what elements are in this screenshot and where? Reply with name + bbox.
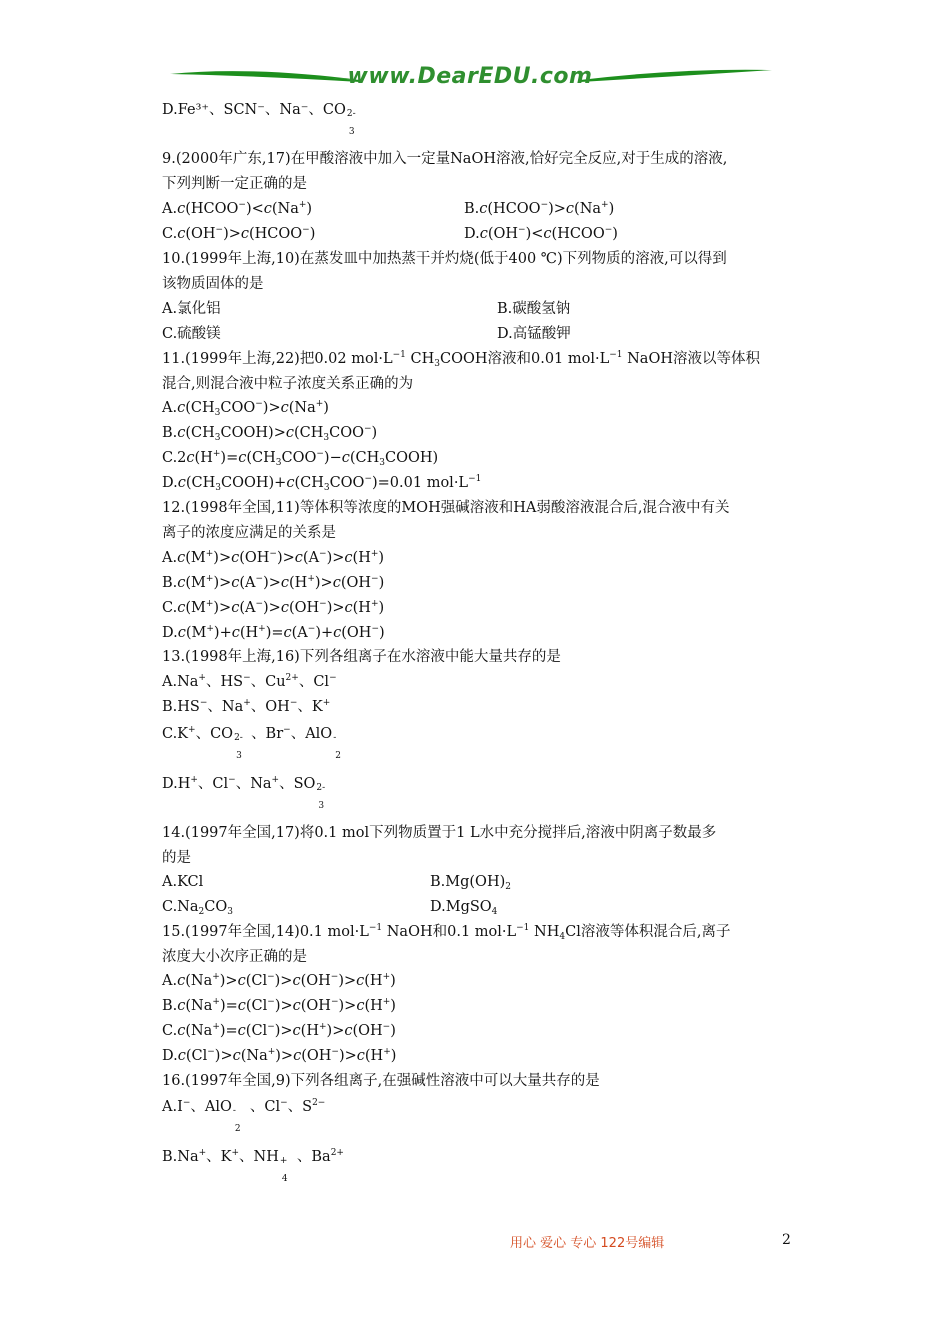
q15-option-b: B.c(Na+)=c(Cl−)>c(OH−)>c(H+) <box>162 997 396 1014</box>
q12-option-d: D.c(M+)+c(H+)=c(A−)+c(OH−) <box>162 624 385 641</box>
q11-stem-line1: 11.(1999年上海,22)把0.02 $mol\cdot L^{-1}$ $CH_3COOH$溶液和0.01 $mol\cdot L^{-1}$ NaOH溶液以等体积 <box>162 350 760 369</box>
q14-stem-line2: 的是 <box>162 850 191 866</box>
q11-option-c: $C.2c(H^+)=c(CH_3COO^-)-c(CH_3COOH)$ <box>162 449 439 468</box>
q12-stem-line1: 12.(1998年全国,11)等体积等浓度的MOH强碱溶液和HA弱酸溶液混合后,混合液中有关 <box>162 500 730 516</box>
q13-option-a: A.Na+、HS−、$Cu^{2+}$、Cl− <box>162 673 337 690</box>
q15-option-d: D.c(Cl−)>c(Na+)>c(OH−)>c(H+) <box>162 1047 397 1064</box>
footer-text: 用心 爱心 专心 122号编辑 <box>510 1236 665 1251</box>
q16-option-a: A.I−、AlO - 2 、Cl−、$S^{2-}$ <box>162 1098 326 1134</box>
q9-option-c: C.c(OH−)>c(HCOO−) <box>162 225 316 242</box>
q14-option-d: D.MgSO$_4$ <box>430 899 498 917</box>
q11-option-a: $A.c(CH_3COO^-)>c(Na^+)$ <box>162 399 329 418</box>
q9-stem-line1: 9.(2000年广东,17)在甲酸溶液中加入一定量NaOH溶液,恰好完全反应,对于生成的溶液, <box>162 151 728 167</box>
q13-option-c: C.K+、CO 2- 3 、Br−、AlO - 2 <box>162 725 341 761</box>
q9-option-d: D.c(OH−)<c(HCOO−) <box>464 225 618 242</box>
q13-option-b: B.HS−、Na+、OH−、K+ <box>162 698 331 715</box>
q16-option-b: B.Na+、K+、NH + 4 、$Ba^{2+}$ <box>162 1148 344 1184</box>
q10-option-b: B.碳酸氢钠 <box>497 301 571 317</box>
q14-option-b: $B.Mg(OH)_2$ <box>430 874 511 892</box>
q15-option-c: C.c(Na+)=c(Cl−)>c(H+)>c(OH−) <box>162 1022 396 1039</box>
q11-stem-line2: 混合,则混合液中粒子浓度关系正确的为 <box>162 376 414 392</box>
q14-option-a: A.KCl <box>162 874 204 890</box>
q10-stem-line1: 10.(1999年上海,10)在蒸发皿中加热蒸干并灼烧(低于400 ℃)下列物质的溶液,可以得到 <box>162 251 727 267</box>
q15-stem-line2: 浓度大小次序正确的是 <box>162 949 307 965</box>
q10-option-a: A.氯化铝 <box>162 301 221 317</box>
site-header <box>160 58 780 98</box>
page-number: 2 <box>782 1232 791 1248</box>
q9-option-b: B.c(HCOO−)>c(Na+) <box>464 200 615 217</box>
q13-stem: 13.(1998年上海,16)下列各组离子在水溶液中能大量共存的是 <box>162 649 561 665</box>
q9-stem-line2: 下列判断一定正确的是 <box>162 176 307 192</box>
q10-option-d: D.高锰酸钾 <box>497 326 571 342</box>
q15-option-a: A.c(Na+)>c(Cl−)>c(OH−)>c(H+) <box>162 972 396 989</box>
q14-option-c: $C.Na_2CO_3$ <box>162 899 233 917</box>
q13-option-d: D.H+、Cl−、Na+、SO 2- 3 <box>162 775 326 811</box>
q10-option-c: C.硫酸镁 <box>162 326 221 342</box>
q10-stem-line2: 该物质固体的是 <box>162 276 264 292</box>
q8-option-d: D.Fe³⁺、SCN⁻、Na⁻、CO 2- 3 <box>162 102 356 137</box>
q12-option-b: B.c(M+)>c(A−)>c(H+)>c(OH−) <box>162 574 385 591</box>
q9-option-a: A.c(HCOO−)<c(Na+) <box>162 200 313 217</box>
q11-option-b: $B.c(CH_3COOH)>c(CH_3COO^-)$ <box>162 424 378 443</box>
q11-option-d: $D.c(CH_3COOH)+c(CH_3COO^-)=0.01$ $mol\cdot L^{-1}$ <box>162 474 482 493</box>
q15-stem-line1: 15.(1997年全国,14)0.1 $mol\cdot L^{-1}$ NaOH和0.1 $mol\cdot L^{-1}$ $NH_4Cl$溶液等体积混合后,离子 <box>162 923 731 942</box>
site-logo[interactable]: www.DearEDU.com <box>347 64 593 89</box>
q12-stem-line2: 离子的浓度应满足的关系是 <box>162 525 336 541</box>
q12-option-a: A.c(M+)>c(OH−)>c(A−)>c(H+) <box>162 549 385 566</box>
q12-option-c: C.c(M+)>c(A−)>c(OH−)>c(H+) <box>162 599 385 616</box>
q14-stem-line1: 14.(1997年全国,17)将0.1 mol下列物质置于1 L水中充分搅拌后,溶液中阴离子数最多 <box>162 825 717 841</box>
q16-stem: 16.(1997年全国,9)下列各组离子,在强碱性溶液中可以大量共存的是 <box>162 1073 600 1089</box>
